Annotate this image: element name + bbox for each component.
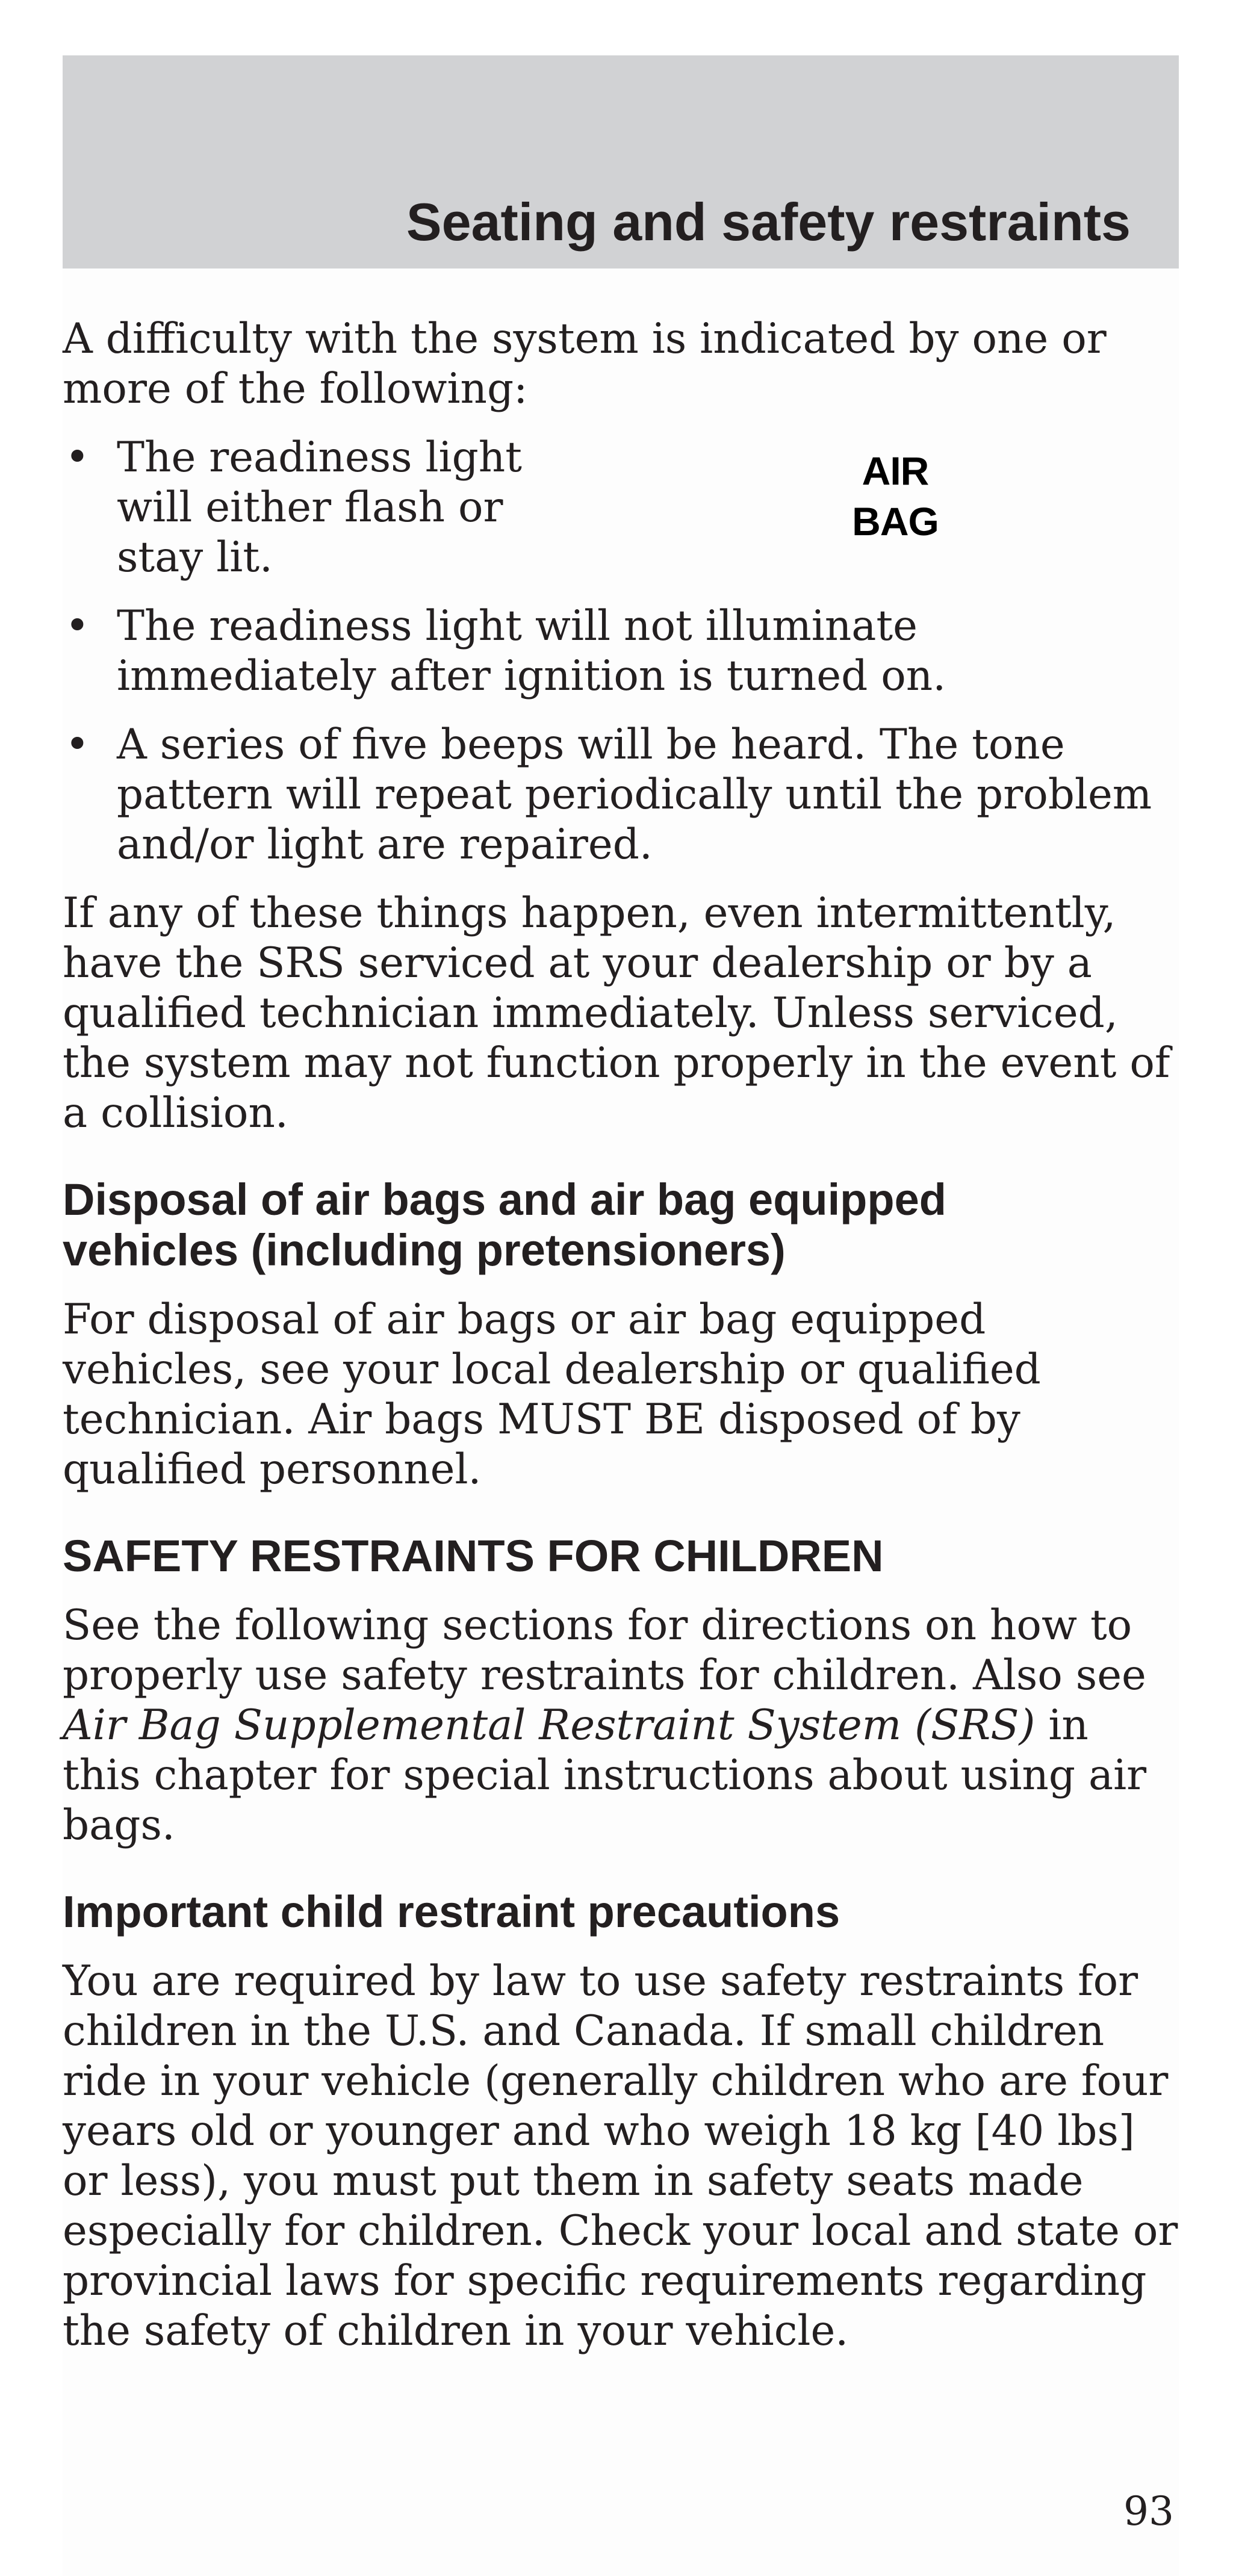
intro-paragraph: A difficulty with the system is indicated by one or more of the following: [63,315,1107,413]
bullet-text: The readiness light will not illuminate immediately after ignition is turned on. [117,602,946,700]
disposal-heading-line: vehicles (including pretensioners) [63,1225,786,1275]
airbag-indicator-line: AIR [862,448,929,493]
disposal-heading-line: Disposal of air bags and air bag equipped [63,1175,946,1224]
bullet-text-line: The readiness light [117,433,522,482]
list-item [63,601,1179,701]
section-header [63,55,1179,268]
airbag-indicator-icon [838,445,952,547]
page-number: 93 [1123,2488,1174,2534]
page-content [63,314,1179,2356]
precautions-paragraph: You are required by law to use safety restraints for children in the U.S. and Canada. If small children ride in your vehicle (generally children who are four years old or younger and who weigh 18 kg [40 lbs] or less), you must put them in safety seats made especially for children. Check your local and state or provincial laws for specific requirements regarding the safety of children in your vehicle. [63,1957,1178,2355]
bullet-text-line: stay lit. [117,533,273,582]
list-item [63,720,1179,870]
disposal-heading [63,1175,1179,1276]
children-text: See the following sections for directions on how to properly use safety restraints for children. Also see [63,1601,1146,1699]
children-heading: SAFETY RESTRAINTS FOR CHILDREN [63,1531,884,1581]
disposal-paragraph: For disposal of air bags or air bag equipped vehicles, see your local dealership or qualified technician. Air bags MUST BE disposed of by qualified personnel. [63,1296,1041,1494]
bullet-dot: • [65,721,90,769]
children-paragraph [63,1601,1179,1851]
srs-section-reference: Air Bag Supplemental Restraint System (SRS) [63,1701,1036,1749]
bullet-dot: • [65,433,90,482]
airbag-indicator-line: BAG [852,499,939,544]
difficulty-list [63,433,1179,870]
bullet-text-line: will either flash or [117,483,503,532]
page-title: Seating and safety restraints [406,192,1131,252]
precautions-heading: Important child restraint precautions [63,1887,840,1937]
children-text: in this chapter for special instructions about using air bags. [63,1701,1147,1849]
bullet-dot: • [65,602,90,650]
list-item [63,433,1179,583]
bullet-text: A series of five beeps will be heard. The tone pattern will repeat periodically until the problem and/or light are repaired. [117,721,1152,869]
srs-service-paragraph: If any of these things happen, even intermittently, have the SRS serviced at your dealership or by a qualified technician immediately. Unless serviced, the system may not function properly in the event of a collision. [63,889,1170,1137]
